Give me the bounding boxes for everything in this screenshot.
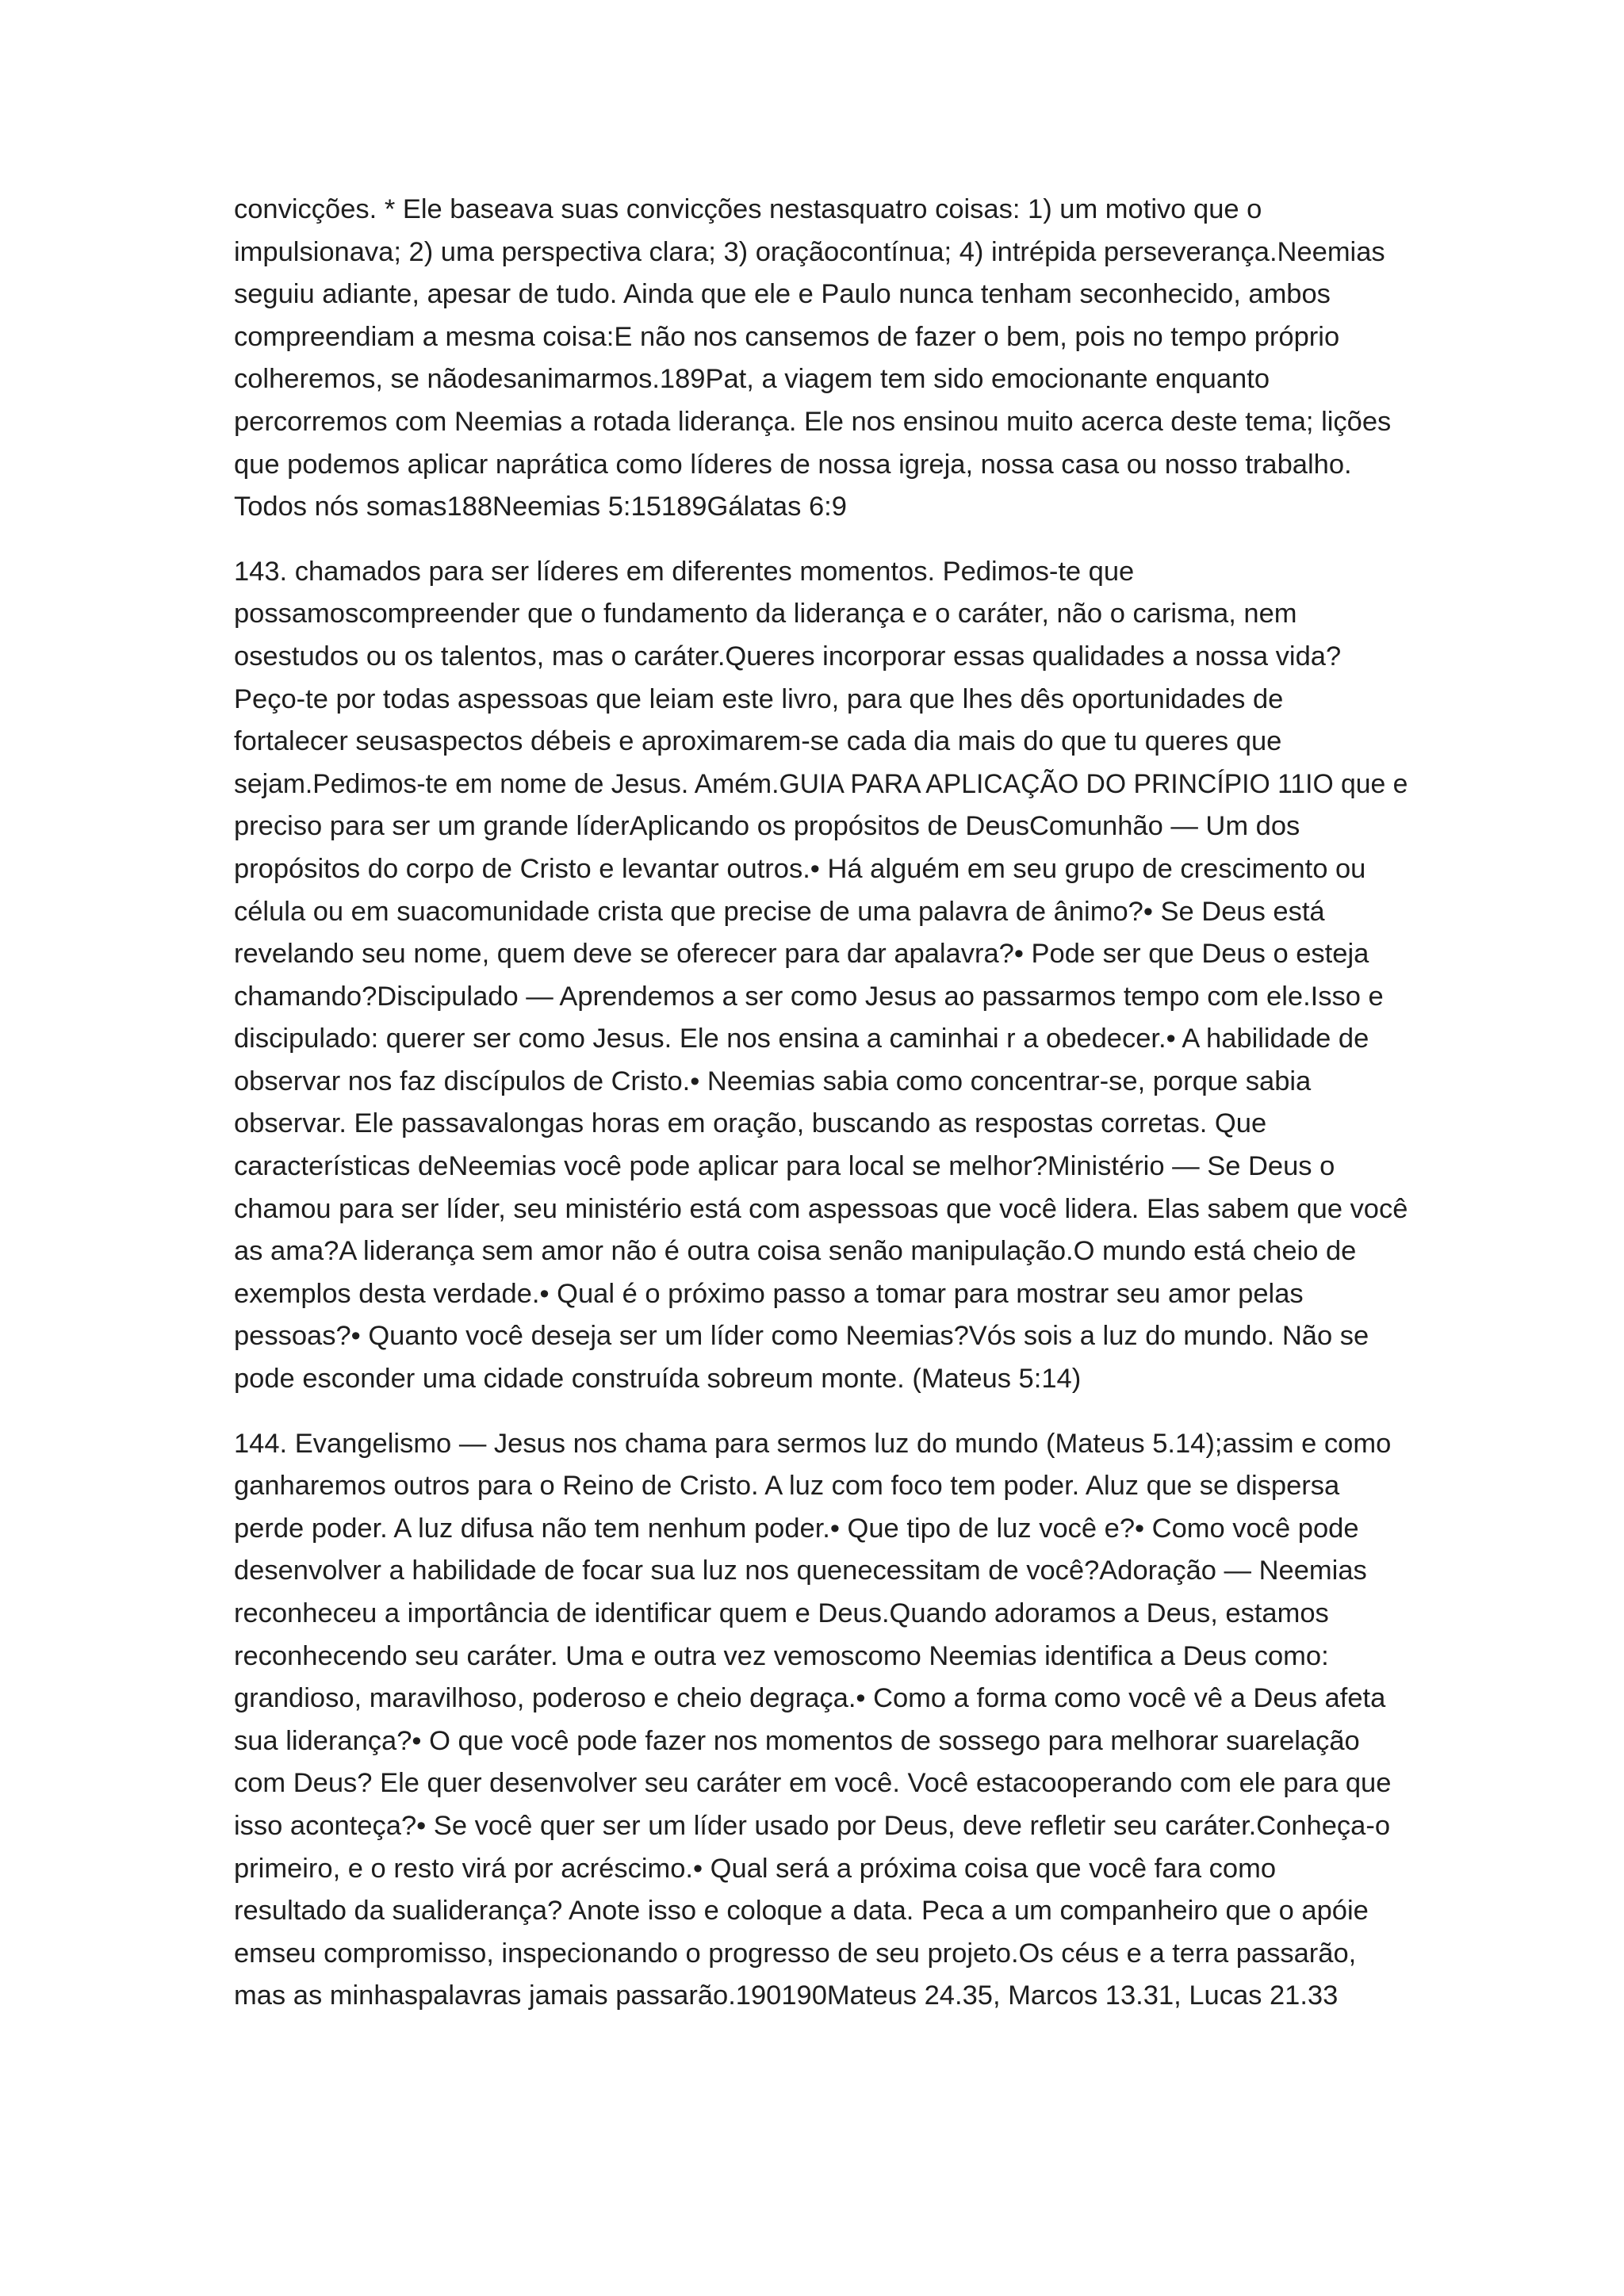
- text-line: isso aconteça?• Se você quer ser um líder usado por Deus, deve refletir seu caráter.Conheça-o: [234, 1810, 1391, 1841]
- text-line: perde poder. A luz difusa não tem nenhum poder.• Que tipo de luz você e?• Como você pode: [234, 1513, 1359, 1544]
- text-line: discipulado: querer ser como Jesus. Ele nos ensina a caminhai r a obedecer.• A habilidade de: [234, 1024, 1369, 1054]
- text-line: célula ou em suacomunidade crista que precise de uma palavra de ânimo?• Se Deus está: [234, 896, 1325, 927]
- text-line: emseu compromisso, inspecionando o progresso de seu projeto.Os céus e a terra passarão,: [234, 1938, 1357, 1969]
- text-line: Todos nós somas188Neemias 5:15189Gálatas 6:9: [234, 492, 847, 522]
- paragraph-convictions: [234, 189, 1408, 529]
- text-line: impulsionava; 2) uma perspectiva clara; 3) oraçãocontínua; 4) intrépida perseverança.Neemias: [234, 236, 1385, 267]
- text-line: mas as minhaspalavras jamais passarão.190190Mateus 24.35, Marcos 13.31, Lucas 21.33: [234, 1980, 1339, 2011]
- text-line: que podemos aplicar naprática como líderes de nossa igreja, nossa casa ou nosso trabalho.: [234, 449, 1352, 480]
- text-line: grandioso, maravilhoso, poderoso e cheio degraça.• Como a forma como você vê a Deus afeta: [234, 1683, 1386, 1714]
- text-line: revelando seu nome, quem deve se oferecer para dar apalavra?• Pode ser que Deus o esteja: [234, 939, 1369, 970]
- text-line: com Deus? Ele quer desenvolver seu caráter em você. Você estacooperando com ele para que: [234, 1768, 1392, 1799]
- text-line: 143. chamados para ser líderes em diferentes momentos. Pedimos-te que: [234, 556, 1135, 587]
- text-line: observar. Ele passavalongas horas em oração, buscando as respostas corretas. Que: [234, 1108, 1267, 1139]
- text-line: sua liderança?• O que você pode fazer nos momentos de sossego para melhorar suarelação: [234, 1725, 1360, 1756]
- text-line: possamoscompreender que o fundamento da liderança e o caráter, não o carisma, nem: [234, 599, 1297, 629]
- text-line: as ama?A liderança sem amor não é outra coisa senão manipulação.O mundo está cheio de: [234, 1236, 1357, 1267]
- text-line: ganharemos outros para o Reino de Cristo. A luz com foco tem poder. Aluz que se dispersa: [234, 1471, 1340, 1502]
- text-line: Peço-te por todas aspessoas que leiam este livro, para que lhes dês oportunidades de: [234, 683, 1284, 714]
- text-line: convicções. * Ele baseava suas convicções nestasquatro coisas: 1) um motivo que o: [234, 194, 1262, 224]
- text-line: primeiro, e o resto virá por acréscimo.• Qual será a próxima coisa que você fara como: [234, 1853, 1277, 1884]
- text-line: resultado da sualiderança? Anote isso e coloque a data. Peca a um companheiro que o apóie: [234, 1896, 1369, 1927]
- text-line: compreendiam a mesma coisa:E não nos cansemos de fazer o bem, pois no tempo próprio: [234, 321, 1340, 352]
- text-line: preciso para ser um grande líderAplicando os propósitos de DeusComunhão — Um dos: [234, 811, 1300, 842]
- text-line: percorremos com Neemias a rotada liderança. Ele nos ensinou muito acerca deste tema; lições: [234, 406, 1392, 437]
- text-line: observar nos faz discípulos de Cristo.• Neemias sabia como concentrar-se, porque sabia: [234, 1066, 1312, 1096]
- text-line: colheremos, se nãodesanimarmos.189Pat, a viagem tem sido emocionante enquanto: [234, 364, 1270, 395]
- text-line: características deNeemias você pode aplicar para local se melhor?Ministério — Se Deus o: [234, 1151, 1335, 1182]
- paragraph-144: [234, 1423, 1408, 2018]
- paragraph-143: [234, 551, 1408, 1401]
- text-line: chamou para ser líder, seu ministério está com aspessoas que você lidera. Elas sabem que você: [234, 1193, 1408, 1224]
- text-line: reconhecendo seu caráter. Uma e outra vez vemoscomo Neemias identifica a Deus como:: [234, 1640, 1329, 1671]
- text-line: reconheceu a importância de identificar quem e Deus.Quando adoramos a Deus, estamos: [234, 1598, 1329, 1628]
- text-line: desenvolver a habilidade de focar sua luz nos quenecessitam de você?Adoração — Neemias: [234, 1556, 1367, 1586]
- text-line: propósitos do corpo de Cristo e levantar outros.• Há alguém em seu grupo de crescimento ou: [234, 853, 1366, 884]
- text-line: pode esconder uma cidade construída sobreum monte. (Mateus 5:14): [234, 1364, 1082, 1395]
- text-line: sejam.Pedimos-te em nome de Jesus. Amém.GUIA PARA APLICAÇÃO DO PRINCÍPIO 11IO que e: [234, 768, 1408, 799]
- text-line: chamando?Discipulado — Aprendemos a ser como Jesus ao passarmos tempo com ele.Isso e: [234, 981, 1384, 1012]
- text-line: 144. Evangelismo — Jesus nos chama para sermos luz do mundo (Mateus 5.14);assim e como: [234, 1428, 1392, 1459]
- text-line: exemplos desta verdade.• Qual é o próximo passo a tomar para mostrar seu amor pelas: [234, 1278, 1304, 1309]
- text-line: fortalecer seusaspectos débeis e aproximarem-se cada dia mais do que tu queres que: [234, 726, 1282, 757]
- text-line: seguiu adiante, apesar de tudo. Ainda que ele e Paulo nunca tenham seconhecido, ambos: [234, 279, 1331, 310]
- text-line: osestudos ou os talentos, mas o caráter.Queres incorporar essas qualidades a nossa vida?: [234, 641, 1342, 672]
- text-line: pessoas?• Quanto você deseja ser um líder como Neemias?Vós sois a luz do mundo. Não se: [234, 1321, 1369, 1352]
- document-page: [234, 189, 1408, 2040]
